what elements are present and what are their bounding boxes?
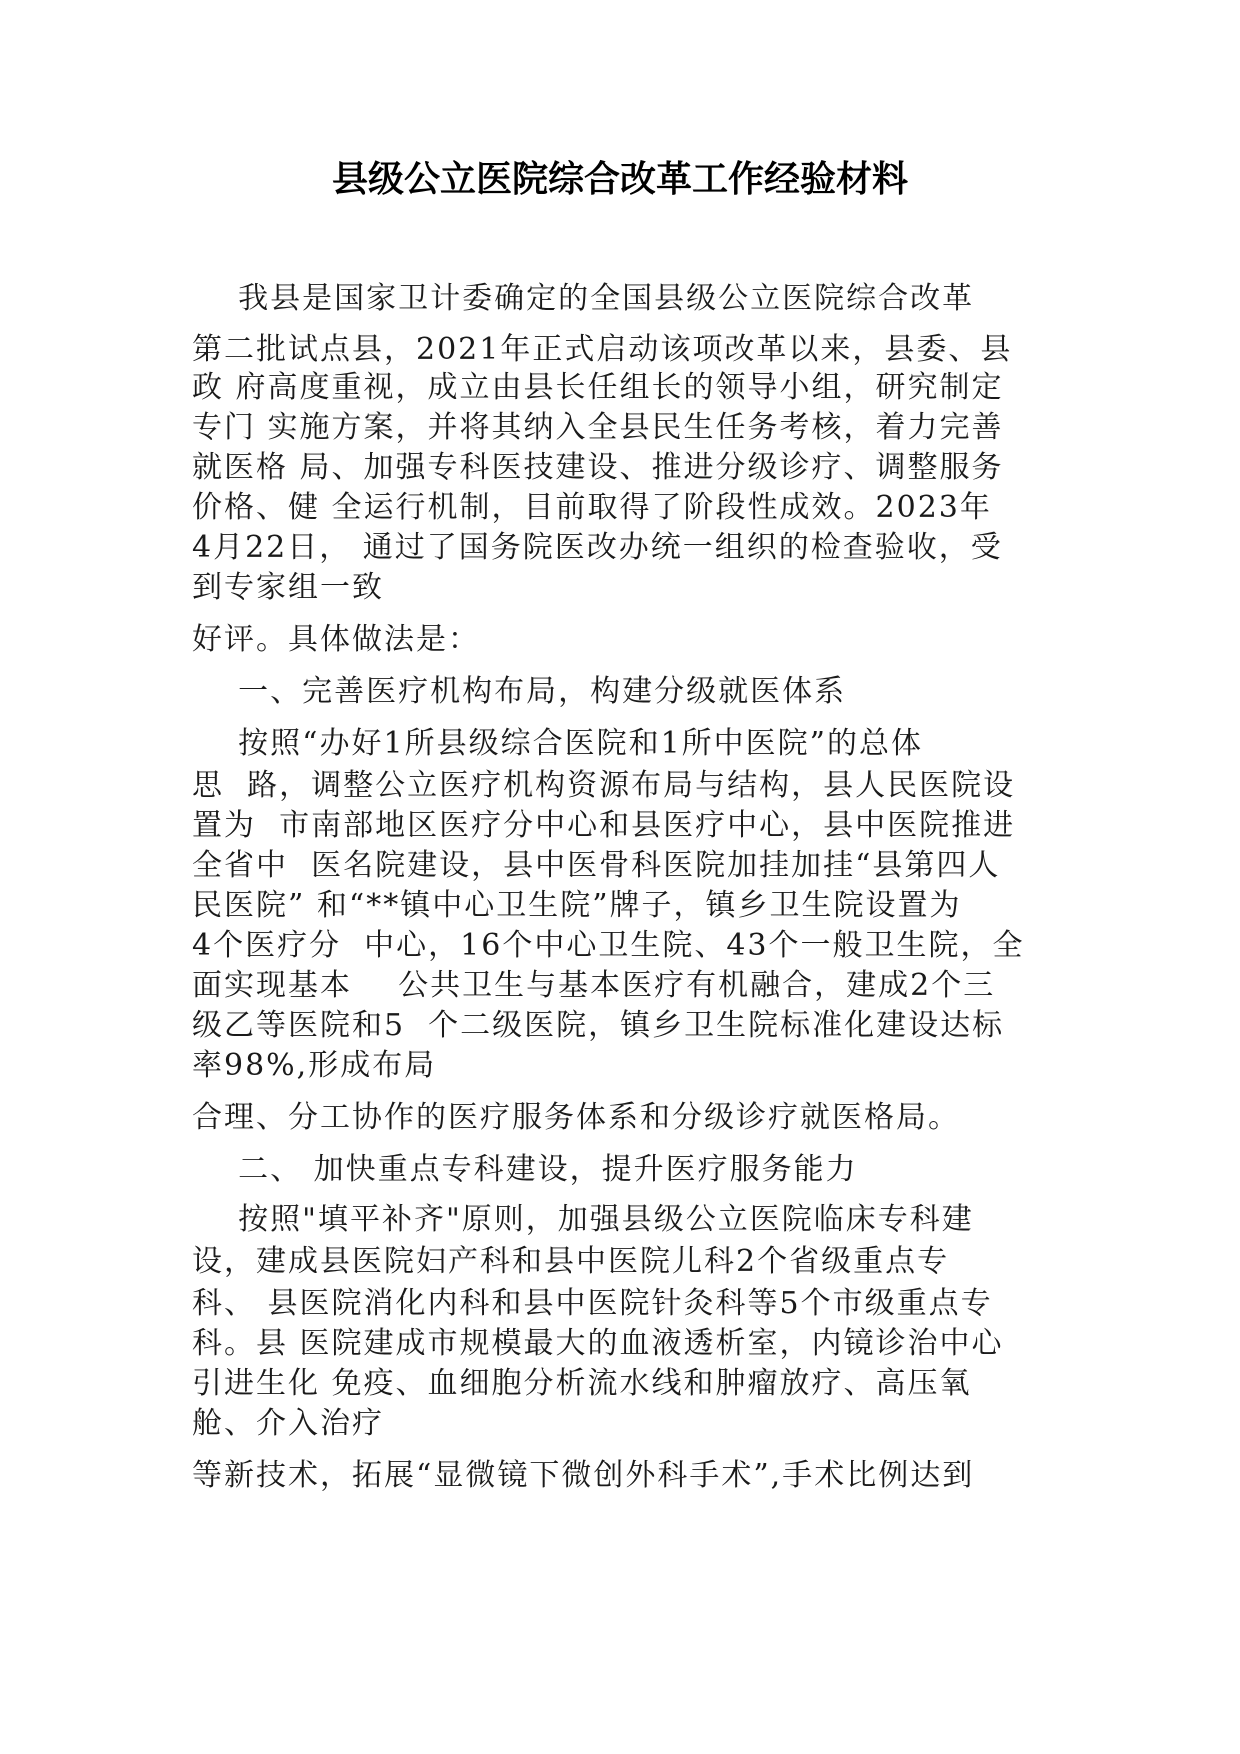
- paragraph-1-line-8: 到专家组一致: [192, 570, 384, 605]
- paragraph-1-line-7: 4月22日， 通过了国务院医改办统一组织的检查验收，受: [192, 530, 1003, 565]
- paragraph-2-line-1: 按照“办好1所县级综合医院和1所中医院”的总体: [192, 726, 923, 761]
- document-title: 县级公立医院综合改革工作经验材料: [331, 159, 908, 200]
- paragraph-2-line-10: 合理、分工协作的医疗服务体系和分级诊疗就医格局。: [192, 1100, 960, 1135]
- paragraph-3-line-1: 按照"填平补齐"原则，加强县级公立医院临床专科建: [192, 1202, 974, 1237]
- paragraph-1-line-9: 好评。具体做法是：: [192, 622, 480, 657]
- paragraph-2-line-5: 民医院” 和“**镇中心卫生院”牌子，镇乡卫生院设置为: [192, 888, 962, 923]
- paragraph-2-line-8: 级乙等医院和5 个二级医院，镇乡卫生院标准化建设达标: [192, 1008, 1005, 1043]
- paragraph-1-line-2: 第二批试点县，2021年正式启动该项改革以来，县委、县: [192, 332, 1013, 367]
- paragraph-2-line-3: 置为 市南部地区医疗分中心和县医疗中心，县中医院推进: [192, 808, 1016, 843]
- section-heading-1: 一、完善医疗机构布局，构建分级就医体系: [192, 674, 847, 709]
- paragraph-2-line-4: 全省中 医名院建设，县中医骨科医院加挂加挂“县第四人: [192, 848, 1001, 883]
- paragraph-2-line-7: 面实现基本 公共卫生与基本医疗有机融合，建成2个三: [192, 968, 996, 1003]
- paragraph-3-line-5: 引进生化 免疫、血细胞分析流水线和肿瘤放疗、高压氧: [192, 1366, 972, 1401]
- paragraph-3-line-2: 设，建成县医院妇产科和县中医院儿科2个省级重点专: [192, 1244, 950, 1279]
- paragraph-2-line-9: 率98%,形成布局: [192, 1048, 437, 1083]
- paragraph-3-line-7: 等新技术，拓展“显微镜下微创外科手术”,手术比例达到: [192, 1458, 975, 1493]
- paragraph-1-line-3: 政 府高度重视，成立由县长任组长的领导小组，研究制定: [192, 370, 1004, 405]
- paragraph-2-line-6: 4个医疗分 中心，16个中心卫生院、43个一般卫生院，全: [192, 928, 1025, 963]
- paragraph-1-line-4: 专门 实施方案，并将其纳入全县民生任务考核，着力完善: [192, 410, 1004, 445]
- paragraph-3-line-4: 科。县 医院建成市规模最大的血液透析室，内镜诊治中心: [192, 1326, 1004, 1361]
- section-heading-2: 二、 加快重点专科建设，提升医疗服务能力: [192, 1152, 858, 1187]
- paragraph-1-line-6: 价格、健 全运行机制，目前取得了阶段性成效。2023年: [192, 490, 992, 525]
- paragraph-3-line-6: 舱、介入治疗: [192, 1406, 384, 1441]
- paragraph-2-line-2: 思 路，调整公立医疗机构资源布局与结构，县人民医院设: [192, 768, 1016, 803]
- paragraph-3-line-3: 科、 县医院消化内科和县中医院针灸科等5个市级重点专: [192, 1286, 993, 1321]
- paragraph-1-line-5: 就医格 局、加强专科医技建设、推进分级诊疗、调整服务: [192, 450, 1004, 485]
- paragraph-1-line-1: 我县是国家卫计委确定的全国县级公立医院综合改革: [192, 281, 975, 316]
